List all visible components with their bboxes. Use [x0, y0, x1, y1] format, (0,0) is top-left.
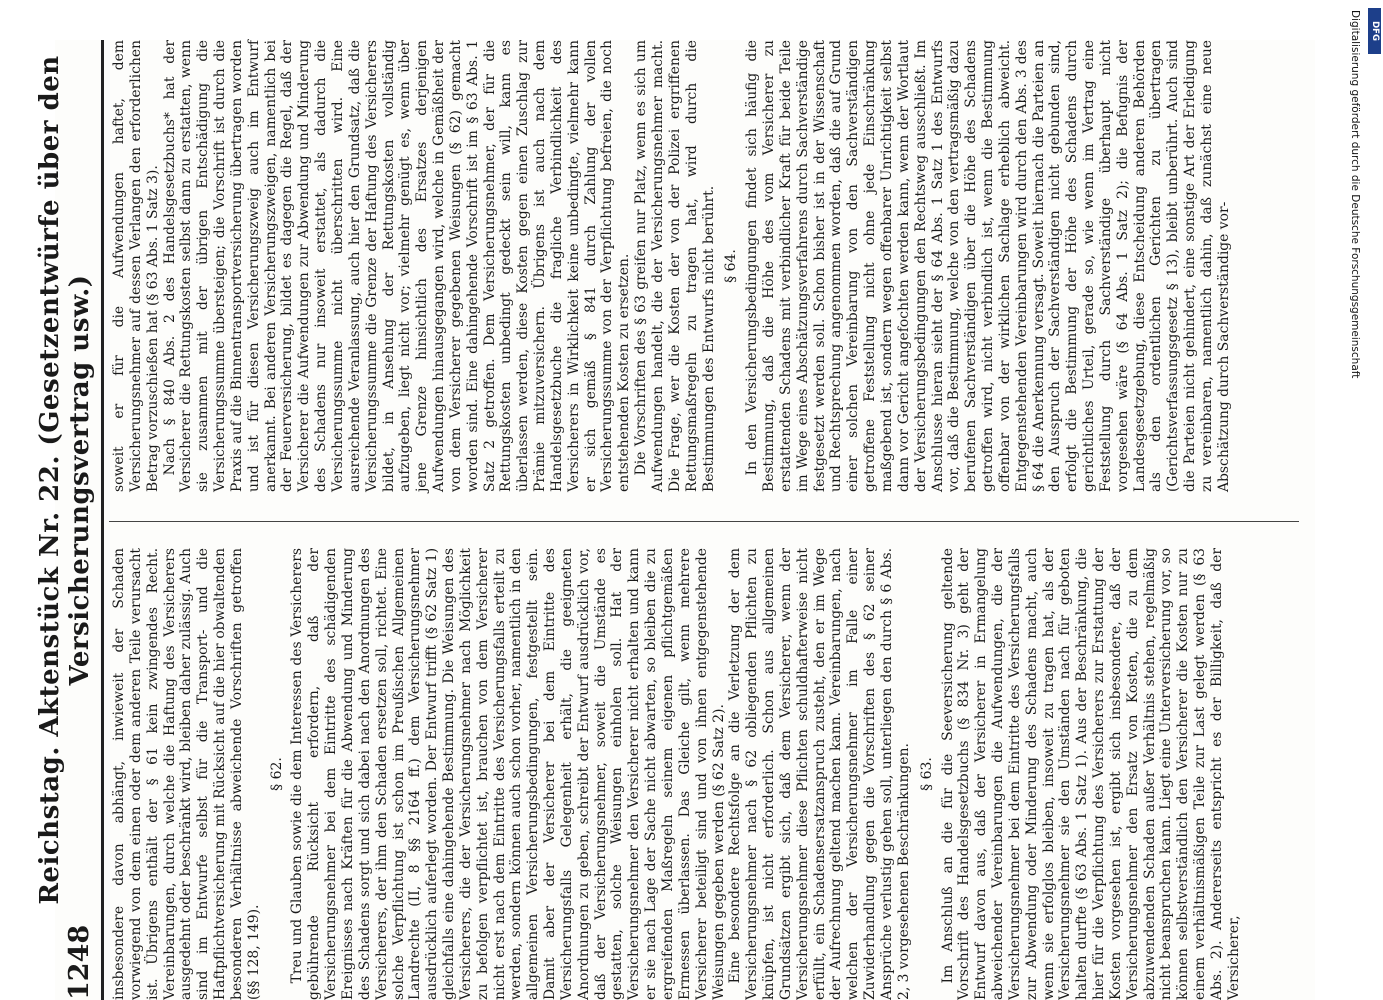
paragraph: Eine besondere Rechtsfolge an die Verletzung der dem Versicherungsnehmer nach § 62 obliegenden Pflichten zu knüpfen, ist nicht erforderlich. Schon aus allgemeinen Grundsätzen ergibt sich, daß dem Versicherer, wenn der Versicherungsnehmer diese Pflichten schuldhafterweise nicht erfüllt, ein Schadensersatzanspruch zusteht, den er im Wege der Aufrechnung geltend machen kann. Vereinbarungen, nach welchen der Versicherungsnehmer im Falle einer Zuwiderhandlung gegen die Vorschriften des § 62 seiner Ansprüche verlustig gehen soll, unterliegen den durch § 6 Abs. 2, 3 vorgesehenen Beschränkungen. [727, 548, 912, 1000]
paragraph: soweit er für die Aufwendungen haftet, dem Versicherungsnehmer auf dessen Verlangen den erforderlichen Betrag vorzuschießen hat (§ 63 Abs. 1 Satz 3). [111, 40, 161, 492]
section-heading: § 63. [918, 757, 935, 791]
page-header [35, 40, 95, 1000]
paragraph: Nach § 840 Abs. 2 des Handelsgesetzbuchs* hat der Versicherer die Rettungskosten selbst dann zu erstatten, wenn sie zusammen mit der übrigen Entschädigung die Versicherungssumme übersteigen; die Vorschrift ist durch die Praxis auf die Binnentransportversicherung übertragen worden und ist für diesen Versicherungszweig auch im Entwurf anerkannt. Bei anderen Versicherungszweigen, namentlich bei der Feuerversicherung, bildet es dagegen die Regel, daß der Versicherer die Aufwendungen zur Abwendung und Minderung des Schadens nur insoweit erstattet, als dadurch die Versicherungssumme nicht überschritten wird. Eine ausreichende Veranlassung, auch hier den Grundsatz, daß die Versicherungssumme die Grenze der Haftung des Versicherers bildet, in Ansehung der Rettungskosten vollständig aufzugeben, liegt nicht vor; vielmehr genügt es, wenn über jene Grenze hinsichtlich des Ersatzes derjenigen Aufwendungen hinausgegangen wird, welche in Gemäßheit der von dem Versicherer gegebenen Weisungen (§ 62) gemacht worden sind. Eine dahingehende Vorschrift ist im § 63 Abs. 1 Satz 2 getroffen. Dem Versicherungsnehmer, der für die Rettungskosten unbedingt gedeckt sein will, kann es überlassen werden, diese Kosten gegen einen Zuschlag zur Prämie mitzuversichern. Übrigens ist auch nach dem Handelsgesetzbuche die fragliche Verbindlichkeit des Versicherers in Wirklichkeit keine unbedingte, vielmehr kann er sich gemäß § 841 durch Zahlung der vollen Versicherungssumme von der Verpflichtung befreien, die noch entstehenden Kosten zu ersetzen. [161, 40, 633, 492]
section-heading: § 64. [723, 249, 740, 283]
page-number: 1248 [64, 924, 95, 1000]
paragraph: In den Versicherungsbedingungen findet sich häufig die Bestimmung, daß die Höhe des vom Versicherer zu erstattenden Schadens mit verbindlicher Kraft für beide Teile im Wege eines Abschätzungsverfahrens durch Sachverständige festgesetzt werden soll. Schon bisher ist in der Wissenschaft und Rechtsprechung angenommen worden, daß die auf Grund einer solchen Vereinbarung von den Sachverständigen getroffene Feststellung nicht ohne jede Einschränkung maßgebend ist, sondern wegen offenbarer Unrichtigkeit selbst dann vor Gericht angefochten werden kann, wenn der Wortlaut der Versicherungsbedingungen den Rechtsweg ausschließt. Im Anschlusse hieran sieht der § 64 Abs. 1 Satz 1 des Entwurfs vor, daß die Bestimmung, welche von den vertragsmäßig dazu berufenen Sachverständigen über die Höhe des Schadens getroffen wird, nicht verbindlich ist, wenn die Bestimmung offenbar von der wirklichen Sachlage erheblich abweicht. Entgegenstehenden Vereinbarungen wird durch den Abs. 3 des § 64 die Anerkennung versagt. Soweit hiernach die Parteien an den Ausspruch der Sachverständigen nicht gebunden sind, erfolgt die Bestimmung der Höhe des Schadens durch gerichtliches Urteil, gerade so, wie wenn im Vertrag eine Feststellung durch Sachverständige überhaupt nicht vorgesehen wäre (§ 64 Abs. 1 Satz 2); die Befugnis der Landesgesetzgebung, diese Entscheidung anderen Behörden als den ordentlichen Gerichten zu übertragen (Gerichtsverfassungsgesetz § 13), bleibt unberührt. Auch sind die Parteien nicht gehindert, eine sonstige Art der Erledigung zu vereinbaren, namentlich dahin, daß zunächst eine neue Abschätzung durch Sachverständige vor- [744, 40, 1232, 492]
dfg-logo-text: DFG [1370, 21, 1380, 41]
column-divider [109, 521, 1299, 522]
header-rule [101, 40, 104, 1000]
dfg-logo [1368, 8, 1381, 54]
paragraph: insbesondere davon abhängt, inwieweit der Schaden vorwiegend von dem einen oder dem anderen Teile verursacht ist. Übrigens enthält der § 61 kein zwingendes Recht. Vereinbarungen, durch welche die Haftung des Versicherers ausgedehnt oder beschränkt wird, bleiben daher zulässig. Auch sind im Entwurfe selbst für die Transport- und die Haftpflichtversicherung mit Rücksicht auf die hier obwaltenden besonderen Verhältnisse abweichende Vorschriften getroffen (§§ 128, 149). [111, 548, 262, 1000]
digitization-credit [1340, 10, 1368, 990]
page-title: Reichstag. Aktenstück Nr. 22. (Gesetzentwürfe über den Versicherungsvertrag usw.) [35, 55, 95, 905]
paragraph: Im Anschluß an die für die Seeversicherung geltende Vorschrift des Handelsgesetzbuchs (§ 834 Nr. 3) geht der Entwurf davon aus, daß der Versicherer in Ermangelung abweichender Vereinbarungen die Aufwendungen, die der Versicherungsnehmer bei dem Eintritte des Versicherungsfalls zur Abwendung oder Minderung des Schadens macht, auch wenn sie erfolglos bleiben, insoweit zu tragen hat, als der Versicherungsnehmer sie den Umständen nach für geboten halten durfte (§ 63 Abs. 1 Satz 1). Aus der Beschränkung, die hier für die Verpflichtung des Versicherers zur Erstattung der Kosten vorgesehen ist, ergibt sich insbesondere, daß der Versicherungsnehmer den Ersatz von Kosten, die zu dem abzuwendenden Schaden außer Verhältnis stehen, regelmäßig nicht beanspruchen kann. Liegt eine Unterversicherung vor, so können selbstverständlich den Versicherer die Kosten nur zu einem verhältnismäßigen Teile zur Last gelegt werden (§ 63 Abs. 2). Andererseits entspricht es der Billigkeit, daß der Versicherer, [939, 548, 1242, 1000]
credit-text: Digitalisierung gefördert durch die Deutsche Forschungsgemeinschaft [1349, 10, 1361, 379]
document-page [35, 40, 1315, 1000]
right-column [111, 40, 1233, 492]
section-heading: § 62. [268, 757, 285, 791]
left-column [111, 548, 1243, 1000]
paragraph: Treu und Glauben sowie die dem Interessen des Versicherers gebührende Rücksicht erfordern, daß der Versicherungsnehmer bei dem Eintritte des schädigenden Ereignisses nach Kräften für die Abwendung und Minderung des Schadens sorgt und sich dabei nach den Anordnungen des Versicherers, der ihm den Schaden ersetzen soll, richtet. Eine solche Verpflichtung ist schon im Preußischen Allgemeinen Landrechte (II, 8 §§ 2164 ff.) dem Versicherungsnehmer ausdrücklich auferlegt worden. Der Entwurf trifft (§ 62 Satz 1) gleichfalls eine dahingehende Bestimmung. Die Weisungen des Versicherers, die der Versicherungsnehmer nach Möglichkeit zu befolgen verpflichtet ist, brauchen von dem Versicherer nicht erst nach dem Eintritte des Versicherungsfalls erteilt zu werden, sondern können auch schon vorher, namentlich in den allgemeinen Versicherungsbedingungen, festgestellt sein. Damit aber der Versicherer bei dem Eintritte des Versicherungsfalls Gelegenheit erhält, die geeigneten Anordnungen zu geben, schreibt der Entwurf ausdrücklich vor, daß der Versicherungsnehmer, soweit die Umstände es gestatten, solche Weisungen einholen soll. Hat der Versicherungsnehmer den Versicherer nicht erhalten und kann er sie nach Lage der Sache nicht abwarten, so bleiben die zu ergreifenden Maßregeln seinem eigenen pflichtgemäßen Ermessen überlassen. Das Gleiche gilt, wenn mehrere Versicherer beteiligt sind und von ihnen entgegenstehende Weisungen gegeben werden (§ 62 Satz 2). [289, 548, 727, 1000]
paragraph: Die Vorschriften des § 63 greifen nur Platz, wenn es sich um Aufwendungen handelt, die der Versicherungsnehmer macht. Die Frage, wer die Kosten der von der Polizei ergriffenen Rettungsmaßregeln zu tragen hat, wird durch die Bestimmungen des Entwurfs nicht berührt. [633, 40, 717, 492]
